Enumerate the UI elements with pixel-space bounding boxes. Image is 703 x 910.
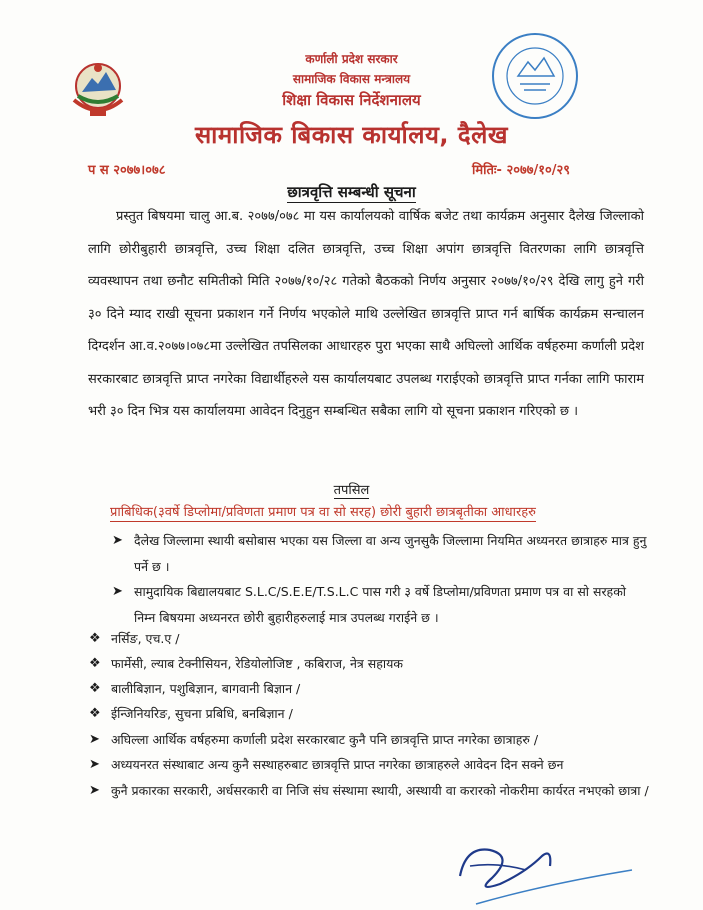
condition-item (112, 579, 647, 631)
diamond-bullet-icon: ❖ (89, 706, 101, 721)
exclusion-text: कुनै प्रकारका सरकारी, अर्धसरकारी वा निजि संघ संस्थामा स्थायी, अस्थायी वा करारको नोकरीमा कार्यरत नभएको छात्रा / (111, 783, 649, 798)
diamond-bullet-icon: ❖ (89, 656, 101, 671)
arrow-bullet-icon: ➤ (89, 732, 100, 747)
notice-date: मितिः- २०७७/१०/२९ (472, 163, 571, 178)
arrow-bullet-icon: ➤ (89, 757, 100, 772)
diamond-bullet-icon: ❖ (89, 681, 101, 696)
exclusion-text: अध्ययनरत संस्थाबाट अन्य कुनै सस्थाहरुबाट छात्रवृत्ति प्राप्त नगरेका छात्राहरुले आवेदन दिन सक्ने छन (111, 757, 564, 772)
exclusion-item (89, 753, 649, 777)
details-heading (0, 480, 703, 498)
exclusion-item (89, 728, 649, 752)
criteria-title-text: प्राबिधिक(३वर्षे डिप्लोमा/प्रविणता प्रमाण पत्र वा सो सरह) छोरी बुहारी छात्रबृतीका आधारहरु (110, 505, 536, 520)
arrow-bullet-icon: ➤ (112, 533, 123, 548)
reference-number: प स २०७७।०७८ (88, 163, 166, 178)
subject-item (89, 677, 649, 701)
subject-text: फार्मेसी, ल्याब टेक्नीसियन, रेडियोलोजिष्ट , कबिराज, नेत्र सहायक (111, 656, 403, 671)
exclusion-item (89, 779, 649, 803)
subject-text: छात्रवृत्ति सम्बन्धी सूचना (287, 183, 416, 201)
exclusion-text: अघिल्ला आर्थिक वर्षहरुमा कर्णाली प्रदेश सरकारबाट कुनै पनि छात्रवृत्ति प्राप्त नगरेका छात्राहरु / (111, 732, 539, 747)
office-title: सामाजिक बिकास कार्यालय, दैलेख (194, 121, 509, 149)
condition-text: सामुदायिक बिद्यालयबाट S.L.C/S.E.E/T.S.L.C पास गरी ३ वर्षे डिप्लोमा/प्रविणता प्रमाण पत्र वा सो सरहको निम्न बिषयमा अध्यनरत छोरी बुहारीहरुलाई मात्र उपलब्ध गराईने छ । (134, 584, 627, 625)
subject-item (89, 702, 649, 726)
subject-item (89, 627, 649, 651)
notice-body (88, 201, 644, 429)
arrow-bullet-icon: ➤ (112, 584, 123, 599)
body-text: प्रस्तुत बिषयमा चालु आ.ब. २०७७/०७८ मा यस कार्यालयको वार्षिक बजेट तथा कार्यक्रम अनुसार दैलेख जिल्लाको लागि छोरीबुहारी छात्रवृत्ति, उच्च शिक्षा दलित छात्रवृत्ति, उच्च शिक्षा अपांग छात्रवृत्ति वितरणका लागि छात्रवृत्ति व्यवस्थापन तथा छनौट समितीको मिति २०७७/१०/२८ गतेको बैठकको निर्णय अनुसार २०७७/१०/२९ देखि लागु हुने गरी ३० दिने म्याद राखी सूचना प्रकाशन गर्ने निर्णय भएकोले माथि उल्लेखित छात्रवृत्ति प्राप्त गर्न बार्षिक कार्यक्रम सन्चालन दिग्दर्शन आ.व.२०७७।०७८मा उल्लेखित तपसिलका आधारहरु पुरा भएका साथै अघिल्लो आर्थिक वर्षहरुमा कर्णाली प्रदेश सरकारबाट छात्रवृत्ति प्राप्त नगरेका विद्यार्थीहरुले यस कार्यालयबाट उपलब्ध गराईएको छात्रवृत्ति प्राप्त गर्नका लागि फाराम भरी ३० दिन भित्र यस कार्यालयमा आवेदन दिनुहुन सम्बन्धित सबैका लागि यो सूचना प्रकाशन गरिएको छ । (88, 209, 644, 419)
province-government-heading: कर्णाली प्रदेश सरकार (305, 52, 398, 66)
subject-text: नर्सिङ, एच.ए / (111, 631, 180, 646)
notice-subject (0, 182, 703, 202)
directorate-heading: शिक्षा विकास निर्देशनालय (282, 91, 421, 109)
condition-item (112, 528, 647, 580)
arrow-bullet-icon: ➤ (89, 783, 100, 798)
diamond-bullet-icon: ❖ (89, 631, 101, 646)
officer-signature (456, 826, 636, 910)
ministry-heading: सामाजिक विकास मन्त्रालय (292, 72, 411, 86)
criteria-title (110, 502, 610, 520)
subject-text: ईन्जिनियरिङ, सुचना प्रबिधि, बनबिज्ञान / (111, 706, 293, 721)
details-heading-text: तपसिल (333, 483, 370, 498)
condition-text: दैलेख जिल्लामा स्थायी बसोबास भएका यस जिल्ला वा अन्य जुनसुकै जिल्लामा नियमित अध्यनरत छात्राहरु मात्र हुनु पर्ने छ । (134, 533, 647, 574)
subject-text: बालीबिज्ञान, पशुबिज्ञान, बागवानी बिज्ञान / (111, 681, 301, 696)
subject-item (89, 652, 649, 676)
